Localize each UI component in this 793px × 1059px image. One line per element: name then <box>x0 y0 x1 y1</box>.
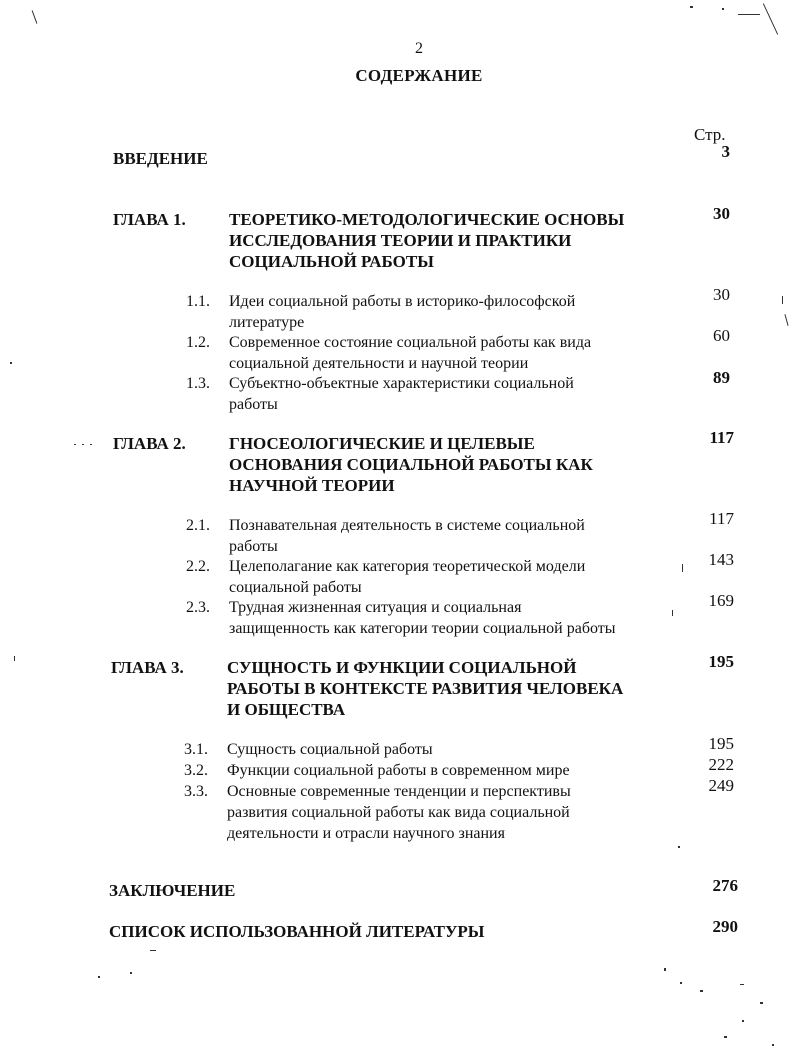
bibliography-label: СПИСОК ИСПОЛЬЗОВАННОЙ ЛИТЕРАТУРЫ <box>109 922 485 941</box>
section-2-3-page: 169 <box>708 591 734 610</box>
chapter-1-title: ТЕОРЕТИКО-МЕТОДОЛОГИЧЕСКИЕ ОСНОВЫ ИССЛЕДОВАНИЯ ТЕОРИИ И ПРАКТИКИ СОЦИАЛЬНОЙ РАБОТЫ <box>229 210 625 271</box>
section-3-2-title: Функции социальной работы в современном мире <box>227 762 570 779</box>
section-1-2-number: 1.2. <box>186 334 210 351</box>
section-3-2-page: 222 <box>708 755 734 774</box>
chapter-1-label: ГЛАВА 1. <box>113 210 186 229</box>
page-column-label: Стр. <box>694 125 726 144</box>
bibliography-page: 290 <box>712 917 738 936</box>
section-3-3-page: 249 <box>708 776 734 795</box>
chapter-3-label: ГЛАВА 3. <box>111 658 184 677</box>
section-2-1-page: 117 <box>709 509 734 528</box>
chapter-2-title: ГНОСЕОЛОГИЧЕСКИЕ И ЦЕЛЕВЫЕ ОСНОВАНИЯ СОЦИАЛЬНОЙ РАБОТЫ КАК НАУЧНОЙ ТЕОРИИ <box>229 434 593 495</box>
section-1-2-title: Современное состояние социальной работы как вида социальной деятельности и научной теории <box>229 334 592 372</box>
chapter-3-title: СУЩНОСТЬ И ФУНКЦИИ СОЦИАЛЬНОЙ РАБОТЫ В КОНТЕКСТЕ РАЗВИТИЯ ЧЕЛОВЕКА И ОБЩЕСТВА <box>227 658 624 719</box>
section-2-3-number: 2.3. <box>186 599 210 616</box>
section-3-1-number: 3.1. <box>184 741 208 758</box>
chapter-1-page: 30 <box>713 204 730 223</box>
intro-label: ВВЕДЕНИЕ <box>113 149 208 168</box>
section-3-1-title: Сущность социальной работы <box>227 741 433 758</box>
chapter-3-page: 195 <box>708 652 734 671</box>
chapter-2-page: 117 <box>709 428 734 447</box>
page-title: СОДЕРЖАНИЕ <box>355 66 483 85</box>
section-3-3-number: 3.3. <box>184 783 208 800</box>
section-2-1-number: 2.1. <box>186 517 210 534</box>
section-1-1-number: 1.1. <box>186 293 210 310</box>
section-1-3-number: 1.3. <box>186 375 210 392</box>
section-2-3-title: Трудная жизненная ситуация и социальная защищенность как категории теории социальной работы <box>229 599 616 637</box>
section-1-3-title: Субъектно-объектные характеристики социальной работы <box>229 375 574 413</box>
section-2-2-number: 2.2. <box>186 558 210 575</box>
chapter-2-label: ГЛАВА 2. <box>113 434 186 453</box>
section-2-2-page: 143 <box>708 550 734 569</box>
section-3-1-page: 195 <box>708 734 734 753</box>
section-1-1-page: 30 <box>713 285 730 304</box>
intro-page: 3 <box>721 142 730 161</box>
conclusion-page: 276 <box>712 876 738 895</box>
section-3-2-number: 3.2. <box>184 762 208 779</box>
conclusion-label: ЗАКЛЮЧЕНИЕ <box>109 881 236 900</box>
section-3-3-title: Основные современные тенденции и перспективы развития социальной работы как вида социальной деятельности и отрасли научного знания <box>227 783 571 842</box>
section-2-2-title: Целеполагание как категория теоретической модели социальной работы <box>229 558 586 596</box>
section-1-2-page: 60 <box>713 326 730 345</box>
section-2-1-title: Познавательная деятельность в системе социальной работы <box>229 517 585 555</box>
page-number: 2 <box>415 40 423 57</box>
section-1-1-title: Идеи социальной работы в историко-философской литературе <box>229 293 576 331</box>
section-1-3-page: 89 <box>713 368 730 387</box>
